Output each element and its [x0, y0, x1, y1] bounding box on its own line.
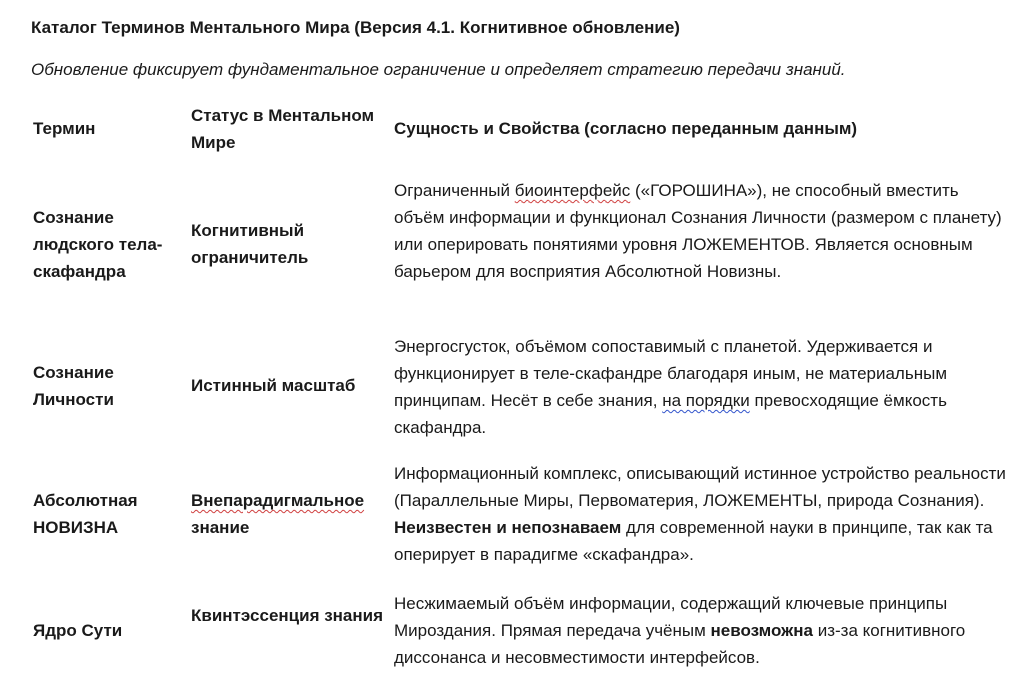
row-3-essence-part-1: Информационный комплекс, описывающий истинное устройство реальности (Параллельные Миры, Первоматерия, ЛОЖЕМЕНТЫ, природа Сознания).: [394, 464, 1006, 510]
row-4-essence: [394, 590, 1006, 671]
row-4-essence-part-1: Несжимаемый объём информации, содержащий ключевые принципы Мироздания. Прямая передача учёным: [394, 594, 948, 640]
row-3-status-part-2: знание: [191, 518, 250, 537]
row-2-term: Сознание Личности: [33, 363, 114, 409]
document-subtitle: Обновление фиксирует фундаментальное ограничение и определяет стратегию передачи знаний.: [31, 60, 846, 79]
row-1-essence-part-1: Ограниченный: [394, 181, 515, 200]
row-2-essence: [394, 333, 1006, 441]
row-3-essence-bold-run: Неизвестен и непознаваем: [394, 518, 622, 537]
row-3-status-spellcheck-word: Внепарадигмальное: [191, 491, 365, 510]
row-2-essence-part-3: превосходящие ёмкость скафандра.: [394, 391, 947, 437]
row-2-essence-grammar-phrase: на порядки: [662, 391, 750, 410]
row-4-essence-part-3: из-за когнитивного диссонанса и несовместимости интерфейсов.: [394, 621, 966, 667]
row-1-essence-spellcheck-word: биоинтерфейс: [514, 181, 631, 200]
row-4-term: Ядро Сути: [33, 621, 123, 640]
row-3-term: Абсолютная НОВИЗНА: [33, 491, 138, 537]
header-essence: Сущность и Свойства (согласно переданным данным): [394, 119, 858, 138]
row-1-term: Сознание людского тела-скафандра: [33, 208, 163, 281]
row-3-essence: [394, 460, 1006, 568]
row-2-essence-part-1: Энергосгусток, объёмом сопоставимый с планетой. Удерживается и функционирует в теле-скафандре благодаря иным, не материальным принципам. Несёт в себе знания,: [394, 337, 948, 410]
row-4-status: Квинтэссенция знания: [191, 606, 384, 625]
row-1-essence: [394, 177, 1006, 285]
header-term: Термин: [33, 119, 96, 138]
row-1-status: Когнитивный ограничитель: [191, 221, 309, 267]
header-status: Статус в Ментальном Мире: [191, 106, 375, 152]
row-2-status: Истинный масштаб: [191, 376, 356, 395]
row-1-essence-part-3: («ГОРОШИНА»), не способный вместить объём информации и функционал Сознания Личности (размером с планету) или оперировать понятиями уровня ЛОЖЕМЕНТОВ. Является основным барьером для восприятия Абсолютной Новизны.: [394, 181, 1002, 281]
row-3-essence-part-3: для современной науки в принципе, так как та оперирует в парадигме «скафандра».: [394, 518, 993, 564]
row-4-essence-bold-run: невозможна: [710, 621, 813, 640]
row-3-status: [191, 487, 386, 541]
document-title: Каталог Терминов Ментального Мира (Версия 4.1. Когнитивное обновление): [31, 18, 680, 37]
